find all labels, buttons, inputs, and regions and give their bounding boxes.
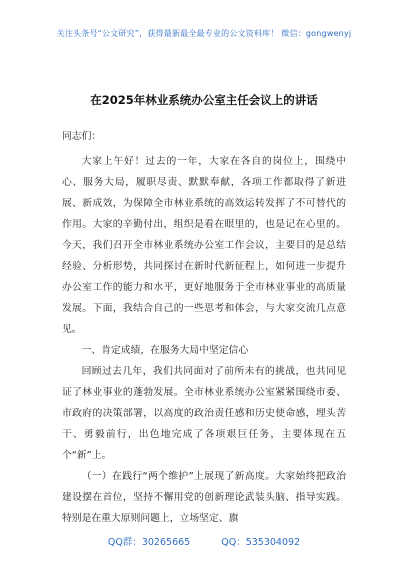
paragraph: 回顾过去几年，我们共同面对了前所未有的挑战，也共同见证了林业事业的蓬勃发展。全市林业系统办公室紧紧围绕市委、市政府的决策部署，以高度的政治责任感和历史使命感，埋头苦干、勇毅前行，出色地完成了各项艰巨任务，主要体现在五个“新”上。: [62, 366, 346, 461]
promo-banner: 关注头条号“公文研究”，获得最新最全最专业的公文资料库！ 微信：gongwenyj: [56, 29, 352, 38]
qq-group: QQ群：30265665: [107, 537, 191, 548]
salutation: 同志们：: [62, 131, 102, 142]
paragraph: 大家上午好！过去的一年，大家在各自的岗位上，围绕中心、服务大局，履职尽责、默默奉献，各项工作都取得了新进展、新成效，为保障全市林业系统的高效运转发挥了不可替代的作用。大家的辛勤付出，组织是看在眼里的，也是记在心里的。今天，我们召开全市林业系统办公室工作会议，主要目的是总结经验、分析形势，共同探讨在新时代新征程上，如何进一步提升办公室工作的能力和水平，更好地服务于全市林业事业的高质量发展。下面，我结合自己的一些思考和体会，与大家交流几点意见。: [62, 156, 346, 335]
section-heading: 一、肯定成绩，在服务大局中坚定信心: [81, 345, 249, 356]
qq-number: QQ：535304092: [221, 537, 301, 548]
document-title: 在2025年林业系统办公室主任会议上的讲话: [90, 93, 318, 107]
contact-footer: [0, 534, 408, 548]
paragraph: （一）在践行“两个维护”上展现了新高度。大家始终把政治建设摆在首位，坚持不懈用党的创新理论武装头脑、指导实践。特别是在重大原则问题上，立场坚定、旗: [62, 471, 346, 524]
document-body: [62, 126, 346, 529]
